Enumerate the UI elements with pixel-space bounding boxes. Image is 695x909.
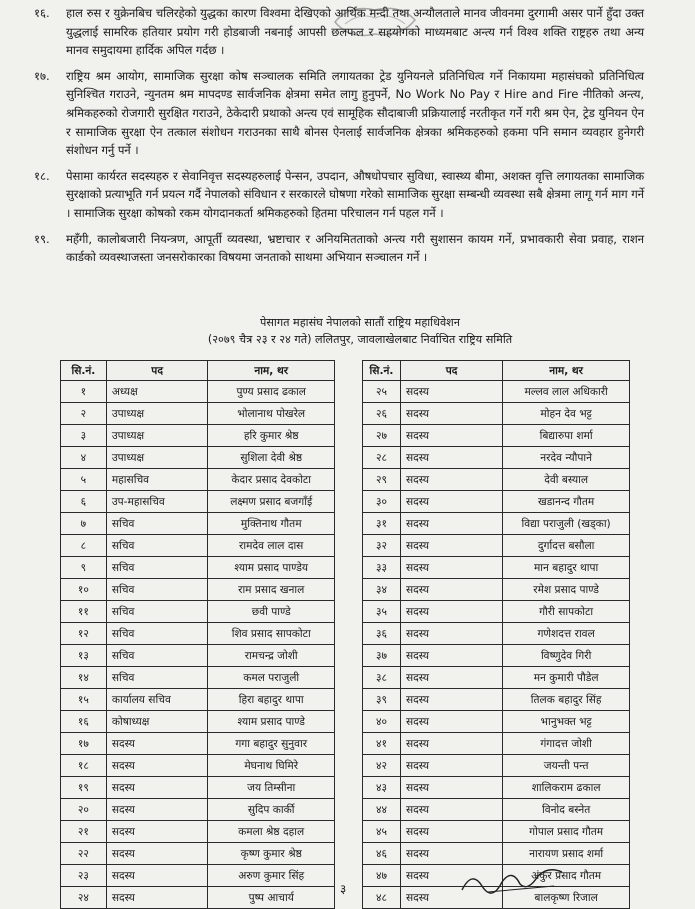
name-cell: कृष्ण कुमार श्रेष्ठ bbox=[208, 843, 335, 865]
table-header-row bbox=[61, 361, 335, 381]
serial-cell: ४१ bbox=[363, 733, 401, 755]
serial-cell: १७ bbox=[61, 733, 107, 755]
committee-heading bbox=[150, 314, 570, 348]
column-header-post: पद bbox=[400, 361, 502, 381]
serial-cell: ४४ bbox=[363, 799, 401, 821]
name-cell: श्याम प्रसाद पाण्डे bbox=[208, 711, 335, 733]
name-cell: शिव प्रसाद सापकोटा bbox=[208, 623, 335, 645]
table-row bbox=[61, 711, 335, 733]
post-cell: सदस्य bbox=[400, 601, 502, 623]
post-cell: अध्यक्ष bbox=[106, 381, 208, 403]
post-cell: सदस्य bbox=[106, 799, 208, 821]
serial-cell: १ bbox=[61, 381, 107, 403]
table-row bbox=[363, 689, 630, 711]
post-cell: सदस्य bbox=[400, 777, 502, 799]
paragraph-number: १७. bbox=[34, 68, 50, 83]
serial-cell: ३० bbox=[363, 491, 401, 513]
heading-title: पेसागत महासंघ नेपालको सातौं राष्ट्रिय महाधिवेशन bbox=[260, 316, 460, 329]
serial-cell: १८ bbox=[61, 755, 107, 777]
name-cell: मोहन देव भट्ट bbox=[503, 403, 630, 425]
serial-cell: ४२ bbox=[363, 755, 401, 777]
table-row bbox=[61, 733, 335, 755]
post-cell: सचिव bbox=[106, 601, 208, 623]
serial-cell: ४८ bbox=[363, 887, 401, 909]
name-cell: हिरा बहादुर थापा bbox=[208, 689, 335, 711]
post-cell: सदस्य bbox=[400, 667, 502, 689]
serial-cell: ३८ bbox=[363, 667, 401, 689]
name-cell: नारायण प्रसाद शर्मा bbox=[503, 843, 630, 865]
table-row bbox=[363, 711, 630, 733]
name-cell: राम प्रसाद खनाल bbox=[208, 579, 335, 601]
page-number: ३ bbox=[340, 882, 347, 896]
table-row bbox=[363, 601, 630, 623]
post-cell: सदस्य bbox=[400, 447, 502, 469]
serial-cell: ८ bbox=[61, 535, 107, 557]
serial-cell: २६ bbox=[363, 403, 401, 425]
serial-cell: २४ bbox=[61, 887, 107, 909]
post-cell: सचिव bbox=[106, 623, 208, 645]
serial-cell: २३ bbox=[61, 865, 107, 887]
name-cell: लक्ष्मण प्रसाद बजगाँई bbox=[208, 491, 335, 513]
paragraph-number: १८. bbox=[34, 168, 50, 183]
post-cell: महासचिव bbox=[106, 469, 208, 491]
serial-cell: ३५ bbox=[363, 601, 401, 623]
name-cell: सुदिप कार्की bbox=[208, 799, 335, 821]
paragraph-text: महँगी, कालोबजारी नियन्त्रण, आपूर्ती व्यवस्था, भ्रष्टाचार र अनियमितताको अन्त्य गरी सुशासन कायम गर्ने, प्रभावकारी सेवा प्रवाह, राशन कार्डको व्यवस्थाजस्ता जनसरोकारका विषयमा जनताको साथमा अभियान सञ्चालन गर्ने । bbox=[66, 231, 644, 265]
name-cell: पुण्य प्रसाद ढकाल bbox=[208, 381, 335, 403]
name-cell: केदार प्रसाद देवकोटा bbox=[208, 469, 335, 491]
post-cell: सचिव bbox=[106, 645, 208, 667]
table-row bbox=[61, 777, 335, 799]
name-cell: खडानन्द गौतम bbox=[503, 491, 630, 513]
post-cell: सचिव bbox=[106, 667, 208, 689]
post-cell: सदस्य bbox=[106, 843, 208, 865]
post-cell: सचिव bbox=[106, 579, 208, 601]
table-row bbox=[61, 491, 335, 513]
table-row bbox=[61, 843, 335, 865]
post-cell: सचिव bbox=[106, 557, 208, 579]
table-row bbox=[61, 579, 335, 601]
table-row bbox=[363, 755, 630, 777]
post-cell: सदस्य bbox=[400, 403, 502, 425]
post-cell: सदस्य bbox=[400, 381, 502, 403]
serial-cell: ४५ bbox=[363, 821, 401, 843]
serial-cell: ६ bbox=[61, 491, 107, 513]
paragraph-number: १९. bbox=[34, 231, 50, 246]
post-cell: सदस्य bbox=[400, 799, 502, 821]
serial-cell: २७ bbox=[363, 425, 401, 447]
name-cell: गौरी सापकोटा bbox=[503, 601, 630, 623]
table-row bbox=[61, 667, 335, 689]
serial-cell: ४६ bbox=[363, 843, 401, 865]
column-header-serial: सि.नं. bbox=[363, 361, 401, 381]
serial-cell: ३९ bbox=[363, 689, 401, 711]
serial-cell: २५ bbox=[363, 381, 401, 403]
post-cell: सदस्य bbox=[106, 865, 208, 887]
paragraph-17 bbox=[34, 67, 644, 160]
table-row bbox=[363, 821, 630, 843]
post-cell: सचिव bbox=[106, 535, 208, 557]
serial-cell: ११ bbox=[61, 601, 107, 623]
serial-cell: १५ bbox=[61, 689, 107, 711]
name-cell: जयन्ती पन्त bbox=[503, 755, 630, 777]
column-header-serial: सि.नं. bbox=[61, 361, 107, 381]
name-cell: मल्लव लाल अधिकारी bbox=[503, 381, 630, 403]
paragraph-text: राष्ट्रिय श्रम आयोग, सामाजिक सुरक्षा कोष सञ्चालक समिति लगायतका ट्रेड युनियनले प्रतिनिधित्व गर्ने निकायमा महासंघको प्रतिनिधित्व सुनिश्चित गराउने, न्युनतम श्रम मापदण्ड सार्वजनिक क्षेत्रमा समेत लागु हुनुपर्ने, No Work No Pay र Hire and Fire नीतिको अन्त्य, श्रमिकहरुको रोजगारी सुरक्षित गराउने, ठेकेदारी प्रथाको अन्त्य एवं सामूहिक सौदाबाजी प्रक्रियालाई नरतीकृत गर्ने गरी श्रम ऐन, ट्रेड युनियन ऐन र सामाजिक सुरक्षा ऐन तत्काल संशोधन गराउनका साथै बोनस ऐनलाई सार्वजनिक क्षेत्रका श्रमिकहरुको हकमा पनि समान व्यवहार हुनेगरी संशोधन गर्नु पर्ने । bbox=[66, 68, 644, 158]
post-cell: सदस्य bbox=[400, 579, 502, 601]
post-cell: उपाध्यक्ष bbox=[106, 403, 208, 425]
serial-cell: ३२ bbox=[363, 535, 401, 557]
post-cell: सदस्य bbox=[400, 865, 502, 887]
serial-cell: ४ bbox=[61, 447, 107, 469]
name-cell: गगा बहादुर सुनुवार bbox=[208, 733, 335, 755]
table-row bbox=[61, 601, 335, 623]
name-cell: कमला श्रेष्ठ दहाल bbox=[208, 821, 335, 843]
post-cell: कार्यालय सचिव bbox=[106, 689, 208, 711]
name-cell: कमल पराजुली bbox=[208, 667, 335, 689]
name-cell: मुक्तिनाथ गौतम bbox=[208, 513, 335, 535]
serial-cell: २० bbox=[61, 799, 107, 821]
table-row bbox=[61, 623, 335, 645]
post-cell: सदस्य bbox=[400, 689, 502, 711]
table-row bbox=[363, 623, 630, 645]
table-row bbox=[61, 513, 335, 535]
paragraph-text: हाल रुस र युक्रेनबिच चलिरहेको युद्धका कारण विश्वमा देखिएको आर्थिक मन्दी तथा अन्यौलताले मानव जीवनमा दुरगामी असर पार्ने हुँदा उक्त युद्धलाई सामरिक हतियार प्रयोग गरी होडबाजी नबनाई आपसी छलफल र सहयोगको माध्यमबाट अन्त्य गर्न विश्व शक्ति राष्ट्रहरु तथा अन्य मानव समुदायमा हार्दिक अपिल गर्दछ । bbox=[66, 6, 644, 58]
paragraph-18 bbox=[34, 167, 644, 223]
name-cell: गोपाल प्रसाद गौतम bbox=[503, 821, 630, 843]
serial-cell: १४ bbox=[61, 667, 107, 689]
serial-cell: ३४ bbox=[363, 579, 401, 601]
name-cell: सुशिला देवी श्रेष्ठ bbox=[208, 447, 335, 469]
table-row bbox=[61, 381, 335, 403]
name-cell: अंकुर प्रसाद गौतम bbox=[503, 865, 630, 887]
resolution-paragraphs bbox=[34, 4, 644, 274]
post-cell: सदस्य bbox=[106, 777, 208, 799]
serial-cell: २९ bbox=[363, 469, 401, 491]
post-cell: सदस्य bbox=[106, 887, 208, 909]
name-cell: छवी पाण्डे bbox=[208, 601, 335, 623]
table-row bbox=[61, 689, 335, 711]
serial-cell: ३३ bbox=[363, 557, 401, 579]
serial-cell: ३७ bbox=[363, 645, 401, 667]
serial-cell: १० bbox=[61, 579, 107, 601]
name-cell: पुष्प आचार्य bbox=[208, 887, 335, 909]
post-cell: सदस्य bbox=[106, 755, 208, 777]
table-row bbox=[61, 535, 335, 557]
name-cell: दुर्गादत्त बसौला bbox=[503, 535, 630, 557]
name-cell: श्याम प्रसाद पाण्डेय bbox=[208, 557, 335, 579]
table-row bbox=[363, 425, 630, 447]
table-row bbox=[363, 777, 630, 799]
serial-cell: ४० bbox=[363, 711, 401, 733]
serial-cell: १६ bbox=[61, 711, 107, 733]
post-cell: सदस्य bbox=[400, 711, 502, 733]
name-cell: बिद्यारुपा शर्मा bbox=[503, 425, 630, 447]
post-cell: सदस्य bbox=[400, 887, 502, 909]
table-row bbox=[363, 491, 630, 513]
serial-cell: ७ bbox=[61, 513, 107, 535]
paragraph-19 bbox=[34, 230, 644, 267]
serial-cell: १३ bbox=[61, 645, 107, 667]
column-header-name: नाम, थर bbox=[208, 361, 335, 381]
post-cell: सदस्य bbox=[400, 469, 502, 491]
post-cell: सदस्य bbox=[400, 491, 502, 513]
post-cell: सदस्य bbox=[400, 755, 502, 777]
name-cell: नरदेव न्यौपाने bbox=[503, 447, 630, 469]
table-row bbox=[61, 821, 335, 843]
table-row bbox=[363, 469, 630, 491]
table-row bbox=[61, 755, 335, 777]
serial-cell: ५ bbox=[61, 469, 107, 491]
serial-cell: ३ bbox=[61, 425, 107, 447]
post-cell: उपाध्यक्ष bbox=[106, 425, 208, 447]
post-cell: सचिव bbox=[106, 513, 208, 535]
post-cell: सदस्य bbox=[106, 733, 208, 755]
name-cell: विष्णुदेव गिरी bbox=[503, 645, 630, 667]
table-row bbox=[61, 887, 335, 909]
table-row bbox=[61, 403, 335, 425]
name-cell: मान बहादुर थापा bbox=[503, 557, 630, 579]
post-cell: सदस्य bbox=[400, 623, 502, 645]
table-row bbox=[363, 557, 630, 579]
paragraph-number: १६. bbox=[34, 6, 50, 20]
signature-mark bbox=[458, 862, 568, 898]
serial-cell: १२ bbox=[61, 623, 107, 645]
name-cell: मन कुमारी पौडेल bbox=[503, 667, 630, 689]
table-row bbox=[363, 667, 630, 689]
name-cell: रामचन्द्र जोशी bbox=[208, 645, 335, 667]
name-cell: अरुण कुमार सिंह bbox=[208, 865, 335, 887]
post-cell: सदस्य bbox=[400, 733, 502, 755]
name-cell: जय तिम्सीना bbox=[208, 777, 335, 799]
serial-cell: २२ bbox=[61, 843, 107, 865]
table-row bbox=[363, 447, 630, 469]
name-cell: देवी बस्याल bbox=[503, 469, 630, 491]
post-cell: कोषाध्यक्ष bbox=[106, 711, 208, 733]
table-row bbox=[61, 469, 335, 491]
column-header-name: नाम, थर bbox=[503, 361, 630, 381]
table-row bbox=[61, 425, 335, 447]
table-row bbox=[61, 557, 335, 579]
table-row bbox=[363, 513, 630, 535]
name-cell: गंगादत्त जोशी bbox=[503, 733, 630, 755]
table-row bbox=[61, 645, 335, 667]
post-cell: सदस्य bbox=[400, 425, 502, 447]
name-cell: विद्या पराजुली (खड्का) bbox=[503, 513, 630, 535]
table-row bbox=[363, 579, 630, 601]
name-cell: तिलक बहादुर सिंह bbox=[503, 689, 630, 711]
table-row bbox=[363, 645, 630, 667]
name-cell: भोलानाथ पोखरेल bbox=[208, 403, 335, 425]
name-cell: गणेशदत्त रावल bbox=[503, 623, 630, 645]
serial-cell: १९ bbox=[61, 777, 107, 799]
table-row bbox=[363, 733, 630, 755]
members-table-left bbox=[60, 360, 335, 909]
post-cell: सदस्य bbox=[400, 821, 502, 843]
name-cell: शालिकराम ढकाल bbox=[503, 777, 630, 799]
table-row bbox=[363, 381, 630, 403]
name-cell: बालकृष्ण रिजाल bbox=[503, 887, 630, 909]
post-cell: उप-महासचिव bbox=[106, 491, 208, 513]
serial-cell: ४३ bbox=[363, 777, 401, 799]
table-row bbox=[61, 799, 335, 821]
post-cell: सदस्य bbox=[400, 557, 502, 579]
serial-cell: २१ bbox=[61, 821, 107, 843]
post-cell: सदस्य bbox=[400, 645, 502, 667]
serial-cell: ९ bbox=[61, 557, 107, 579]
table-row bbox=[61, 865, 335, 887]
members-table-right bbox=[362, 360, 630, 909]
name-cell: रमेश प्रसाद पाण्डे bbox=[503, 579, 630, 601]
serial-cell: २८ bbox=[363, 447, 401, 469]
table-row bbox=[363, 403, 630, 425]
post-cell: सदस्य bbox=[106, 821, 208, 843]
post-cell: उपाध्यक्ष bbox=[106, 447, 208, 469]
post-cell: सदस्य bbox=[400, 843, 502, 865]
serial-cell: ३६ bbox=[363, 623, 401, 645]
table-header-row bbox=[363, 361, 630, 381]
serial-cell: ३१ bbox=[363, 513, 401, 535]
name-cell: भानुभक्त भट्ट bbox=[503, 711, 630, 733]
heading-subtitle: (२०७९ चैत्र २३ र २४ गते) ललितपुर, जावलाखेलबाट निर्वाचित राष्ट्रिय समिति bbox=[207, 333, 513, 346]
post-cell: सदस्य bbox=[400, 535, 502, 557]
serial-cell: २ bbox=[61, 403, 107, 425]
name-cell: रामदेव लाल दास bbox=[208, 535, 335, 557]
table-row bbox=[363, 535, 630, 557]
paragraph-16 bbox=[34, 4, 644, 60]
paragraph-text: पेसामा कार्यरत सदस्यहरु र सेवानिवृत्त सदस्यहरुलाई पेन्सन, उपदान, औषधोपचार सुविधा, स्वास्थ्य बीमा, अशक्त वृत्ति लगायतका सामाजिक सुरक्षाको प्रत्याभूति गर्न प्रयत्न गर्दै नेपालको संविधान र सरकारले घोषणा गरेको सामाजिक सुरक्षा सम्बन्धी व्यवस्था सबै क्षेत्रमा लागू गर्न माग गर्ने । सामाजिक सुरक्षा कोषको रकम योगदानकर्ता श्रमिकहरुको हितमा परिचालन गर्न पहल गर्ने । bbox=[66, 168, 644, 220]
serial-cell: ४७ bbox=[363, 865, 401, 887]
name-cell: मेघनाथ घिमिरे bbox=[208, 755, 335, 777]
table-row bbox=[363, 799, 630, 821]
name-cell: हरि कुमार श्रेष्ठ bbox=[208, 425, 335, 447]
post-cell: सदस्य bbox=[400, 513, 502, 535]
column-header-post: पद bbox=[106, 361, 208, 381]
name-cell: विनोद बस्नेत bbox=[503, 799, 630, 821]
table-row bbox=[61, 447, 335, 469]
